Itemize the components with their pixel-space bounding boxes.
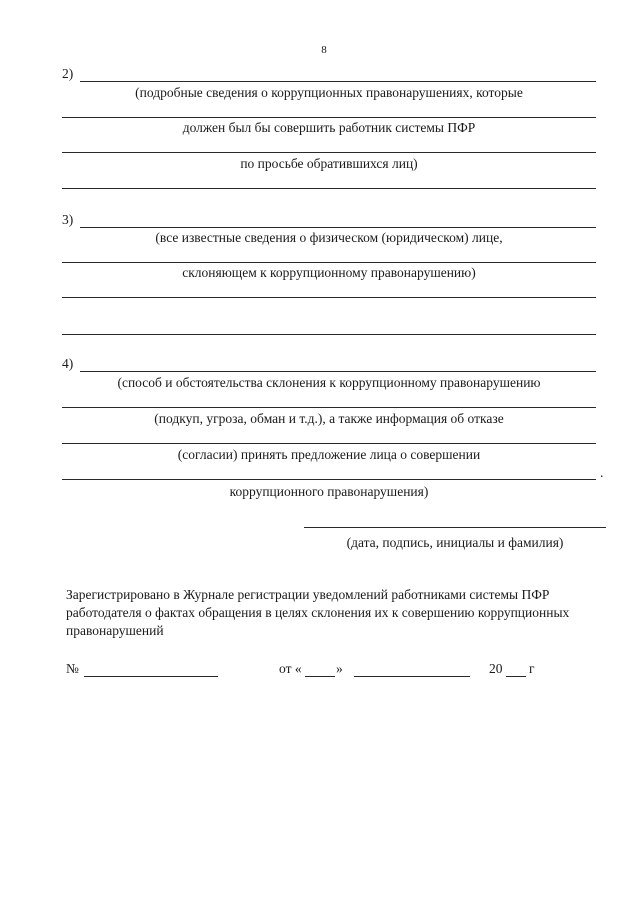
field-caption: склоняющем к коррупционному правонарушению) xyxy=(182,265,476,280)
field-caption: (способ и обстоятельства склонения к коррупционному правонарушению xyxy=(117,375,541,390)
fill-line xyxy=(80,81,596,82)
year-suffix: г xyxy=(529,661,535,676)
field-caption: (подкуп, угроза, обман и т.д.), а также информация об отказе xyxy=(154,411,504,426)
fill-line xyxy=(80,227,596,228)
fill-line xyxy=(62,152,596,153)
field-caption: (все известные сведения о физическом (юридическом) лице, xyxy=(155,230,503,245)
fill-line xyxy=(62,479,596,480)
fill-line xyxy=(62,407,596,408)
year-blank xyxy=(506,676,526,677)
fill-line xyxy=(62,443,596,444)
from-label: от « xyxy=(279,661,302,676)
field-caption: (согласии) принять предложение лица о совершении xyxy=(177,447,481,462)
page-number: 8 xyxy=(321,44,327,56)
section-number: 3) xyxy=(62,212,74,227)
month-blank xyxy=(354,676,470,677)
signature-line xyxy=(304,527,606,528)
number-blank xyxy=(84,676,218,677)
field-caption: по просьбе обратившихся лиц) xyxy=(240,156,418,171)
fill-line xyxy=(62,262,596,263)
section-number: 2) xyxy=(62,66,74,81)
fill-line xyxy=(62,297,596,298)
trailing-period: . xyxy=(600,465,604,480)
signature-caption: (дата, подпись, инициалы и фамилия) xyxy=(346,535,564,550)
fill-line xyxy=(80,371,596,372)
field-caption: коррупционного правонарушения) xyxy=(229,484,429,499)
field-caption: должен был бы совершить работник системы ПФР xyxy=(182,120,476,135)
year-prefix: 20 xyxy=(489,661,503,676)
day-blank xyxy=(305,676,335,677)
field-caption: (подробные сведения о коррупционных правонарушениях, которые xyxy=(135,85,523,100)
fill-line xyxy=(62,117,596,118)
number-label: № xyxy=(66,661,79,676)
registration-text: Зарегистрировано в Журнале регистрации уведомлений работниками системы ПФР работодателя о фактах обращения в целях склонения их к совершению коррупционных правонарушений xyxy=(66,587,570,638)
section-number: 4) xyxy=(62,356,74,371)
fill-line xyxy=(62,334,596,335)
quote-close: » xyxy=(336,661,343,676)
fill-line xyxy=(62,188,596,189)
